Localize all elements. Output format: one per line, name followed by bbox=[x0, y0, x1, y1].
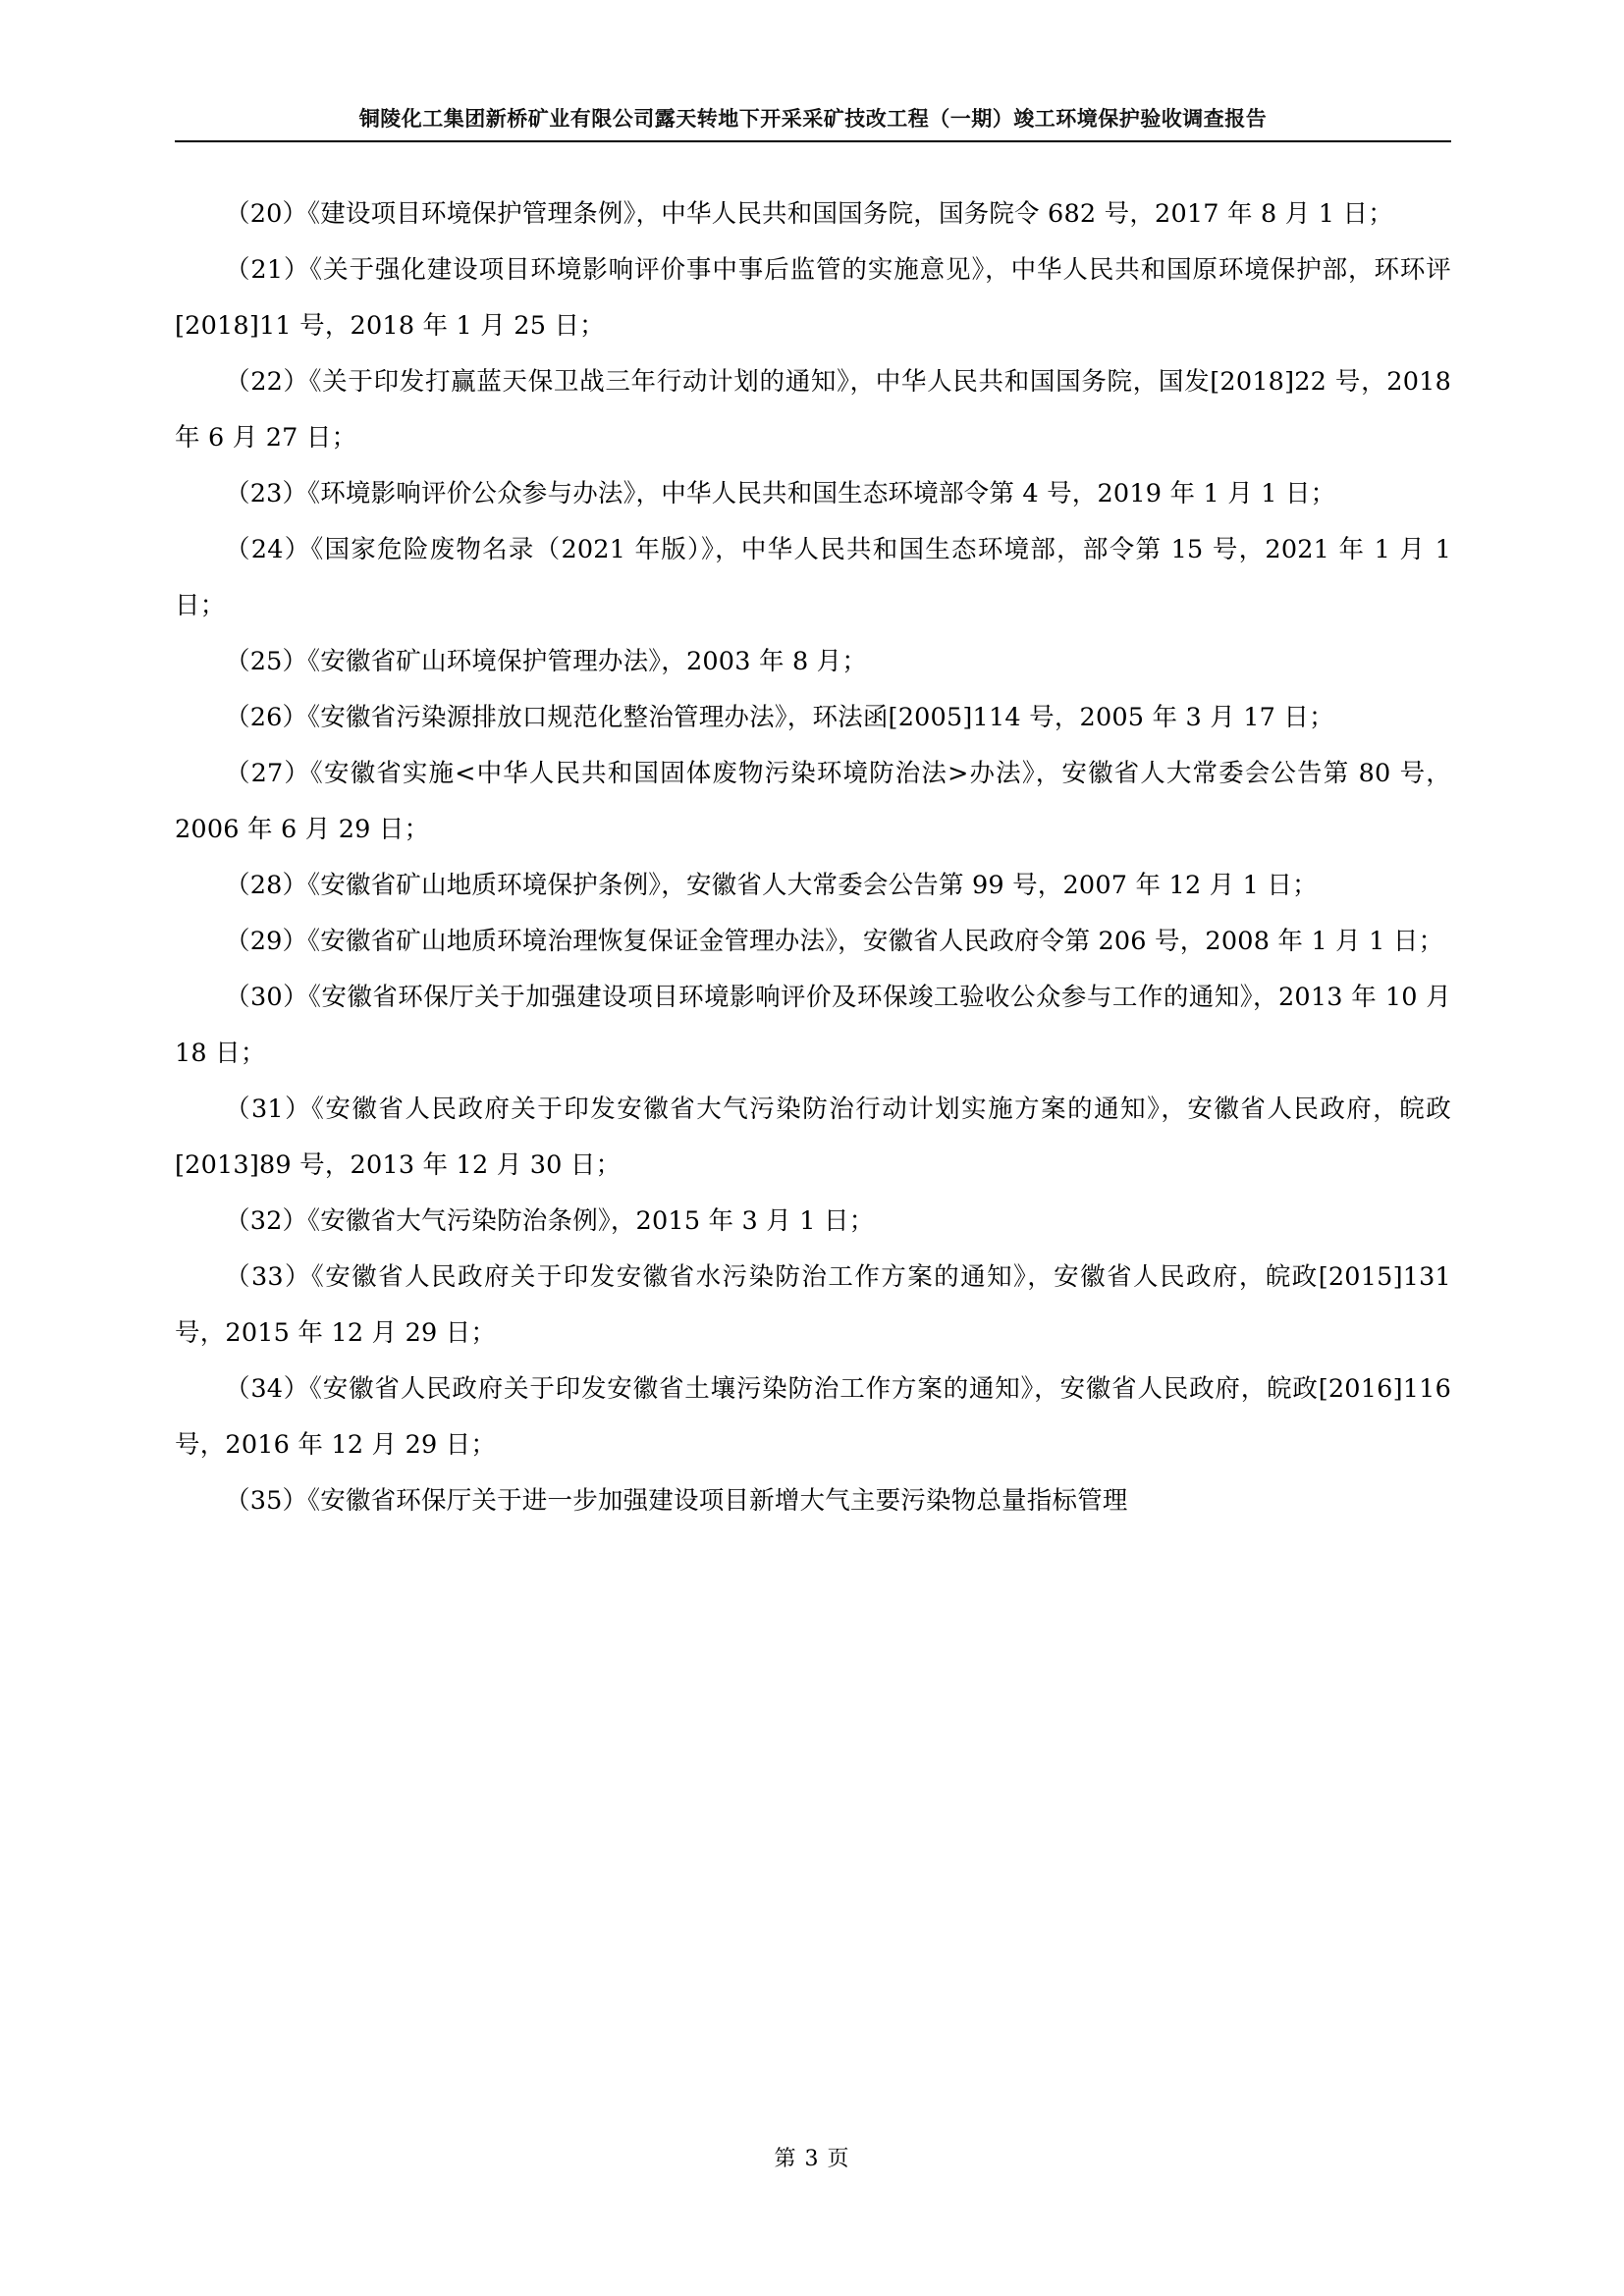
header-divider bbox=[175, 140, 1451, 142]
paragraph: （26）《安徽省污染源排放口规范化整治管理办法》，环法函[2005]114 号，2005 年 3 月 17 日； bbox=[225, 703, 1334, 732]
paragraph: （27）《安徽省实施<中华人民共和国固体废物污染环境防治法>办法》，安徽省人大常委会公告第 80 号，2006 年 6 月 29 日； bbox=[175, 759, 1451, 844]
document-body bbox=[175, 187, 1451, 1529]
paragraph: （23）《环境影响评价公众参与办法》，中华人民共和国生态环境部令第 4 号，2019 年 1 月 1 日； bbox=[225, 479, 1336, 508]
paragraph: （32）《安徽省大气污染防治条例》，2015 年 3 月 1 日； bbox=[225, 1206, 875, 1236]
paragraph: （21）《关于强化建设项目环境影响评价事中事后监管的实施意见》，中华人民共和国原环境保护部，环环评[2018]11 号，2018 年 1 月 25 日； bbox=[175, 255, 1451, 341]
page-header bbox=[175, 103, 1451, 133]
paragraph: （34）《安徽省人民政府关于印发安徽省土壤污染防治工作方案的通知》，安徽省人民政府，皖政[2016]116 号，2016 年 12 月 29 日； bbox=[175, 1374, 1451, 1460]
paragraph: （29）《安徽省矿山地质环境治理恢复保证金管理办法》，安徽省人民政府令第 206 号，2008 年 1 月 1 日； bbox=[225, 927, 1444, 956]
paragraph: （33）《安徽省人民政府关于印发安徽省水污染防治工作方案的通知》，安徽省人民政府，皖政[2015]131 号，2015 年 12 月 29 日； bbox=[175, 1262, 1451, 1348]
paragraph: （35）《安徽省环保厅关于进一步加强建设项目新增大气主要污染物总量指标管理 bbox=[225, 1486, 1128, 1516]
paragraph: （24）《国家危险废物名录（2021 年版）》，中华人民共和国生态环境部，部令第 15 号，2021 年 1 月 1 日； bbox=[175, 535, 1451, 620]
paragraph: （30）《安徽省环保厅关于加强建设项目环境影响评价及环保竣工验收公众参与工作的通知》，2013 年 10 月 18 日； bbox=[175, 983, 1451, 1068]
paragraph: （25）《安徽省矿山环境保护管理办法》，2003 年 8 月； bbox=[225, 647, 868, 676]
page-number: 第 3 页 bbox=[774, 2147, 850, 2171]
paragraph: （28）《安徽省矿山地质环境保护条例》，安徽省人大常委会公告第 99 号，2007 年 12 月 1 日； bbox=[225, 871, 1318, 900]
paragraph: （31）《安徽省人民政府关于印发安徽省大气污染防治行动计划实施方案的通知》，安徽省人民政府，皖政[2013]89 号，2013 年 12 月 30 日； bbox=[175, 1095, 1451, 1180]
paragraph: （20）《建设项目环境保护管理条例》，中华人民共和国国务院，国务院令 682 号，2017 年 8 月 1 日； bbox=[225, 199, 1393, 229]
paragraph: （22）《关于印发打赢蓝天保卫战三年行动计划的通知》，中华人民共和国国务院，国发[2018]22 号，2018 年 6 月 27 日； bbox=[175, 367, 1451, 453]
header-title: 铜陵化工集团新桥矿业有限公司露天转地下开采采矿技改工程（一期）竣工环境保护验收调查报告 bbox=[358, 106, 1268, 131]
